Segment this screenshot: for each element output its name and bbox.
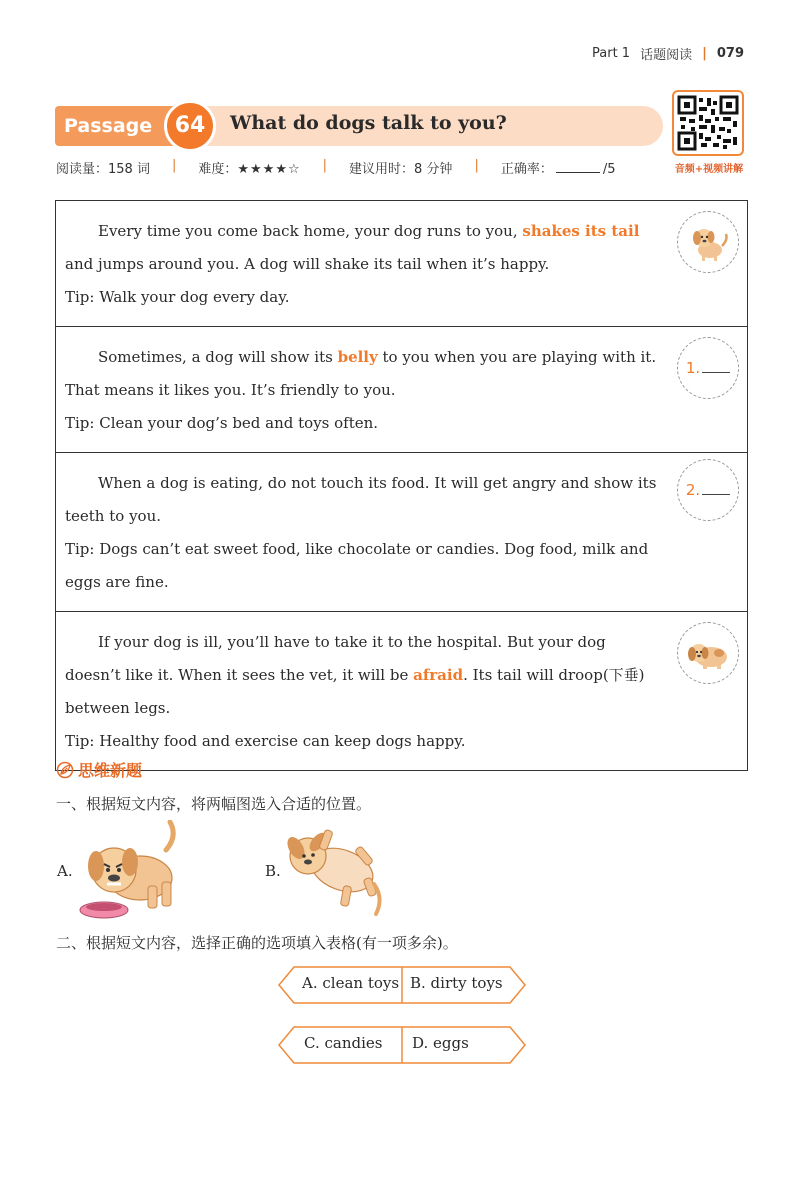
question-2: 二、根据短文内容，选择正确的选项填入表格(有一项多余)。	[56, 934, 458, 952]
difficulty-stars: ★★★★☆	[237, 162, 301, 177]
option-a-clean-toys[interactable]: A. clean toys	[302, 974, 400, 992]
meta-separator: |	[171, 158, 177, 173]
difficulty-label: 难度：	[198, 162, 238, 177]
highlight-phrase: shakes its tail	[522, 222, 640, 240]
option-row-1	[278, 966, 526, 1004]
leaf-icon	[56, 761, 74, 779]
passage-tag: Passage	[55, 106, 173, 146]
meta-separator: |	[322, 158, 328, 173]
picture-label-a: A.	[57, 862, 73, 880]
reading-meta	[56, 158, 638, 177]
section-label: 话题阅读	[640, 48, 693, 63]
scared-dog-icon	[685, 635, 731, 671]
qr-code-icon	[677, 95, 739, 151]
option-d-eggs[interactable]: D. eggs	[412, 1034, 469, 1052]
exercise-heading-text: 思维新题	[78, 761, 143, 780]
page-header	[592, 44, 744, 63]
passage-title: What do dogs talk to you?	[230, 112, 507, 134]
dog-showing-belly-picture[interactable]	[282, 826, 390, 918]
difficulty	[198, 158, 300, 177]
picture-label-b: B.	[265, 862, 281, 880]
exercise-heading	[56, 758, 142, 781]
accuracy-blank[interactable]	[556, 172, 600, 173]
answer-blank-2	[686, 474, 730, 507]
highlight-word: afraid	[413, 666, 464, 684]
tip: Tip: Healthy food and exercise can keep dogs happy.	[65, 732, 466, 750]
paragraph	[65, 341, 657, 407]
question-number: 2.	[685, 480, 701, 499]
text-run: and jumps around you. A dog will shake its tail when it’s happy.	[65, 255, 550, 273]
answer-circle-2[interactable]	[677, 459, 739, 521]
passage-section-4	[56, 612, 747, 770]
header-separator: |	[702, 46, 707, 61]
reading-count: 阅读量：158 词	[56, 162, 150, 177]
part-label: Part 1	[592, 46, 631, 61]
passage-section-2	[56, 327, 747, 453]
meta-separator: |	[474, 158, 479, 173]
passage-section-3	[56, 453, 747, 612]
text-run: Every time you come back home, your dog runs to you,	[98, 222, 523, 240]
tip: Tip: Walk your dog every day.	[65, 288, 290, 306]
happy-dog-picture	[677, 211, 739, 273]
highlight-word: belly	[337, 348, 378, 366]
answer-blank-1	[686, 352, 730, 385]
answer-line	[702, 372, 730, 373]
passage-number: 64	[164, 100, 216, 152]
suggested-time: 建议用时：8 分钟	[349, 162, 453, 177]
text-run: . Its tail will droop(下垂) between legs.	[65, 666, 645, 717]
angry-dog-eating-picture[interactable]	[78, 820, 182, 920]
scared-dog-picture	[677, 622, 739, 684]
option-row-2	[278, 1026, 526, 1064]
qr-code[interactable]	[672, 90, 744, 156]
tip: Tip: Clean your dog’s bed and toys often.	[65, 414, 379, 432]
question-1: 一、根据短文内容，将两幅图选入合适的位置。	[56, 795, 372, 813]
passage-section-1	[56, 201, 747, 327]
tip: Tip: Dogs can’t eat sweet food, like chocolate or candies. Dog food, milk and eggs are fine.	[65, 540, 649, 591]
page-number: 079	[716, 46, 744, 61]
happy-dog-icon	[686, 222, 730, 262]
question-number: 1.	[685, 358, 701, 377]
passage-box	[55, 200, 748, 771]
accuracy-label: 正确率：	[500, 162, 553, 177]
answer-line	[702, 494, 730, 495]
paragraph	[65, 626, 657, 725]
option-b-dirty-toys[interactable]: B. dirty toys	[410, 974, 503, 992]
accuracy	[501, 158, 616, 177]
option-c-candies[interactable]: C. candies	[304, 1034, 383, 1052]
text-run: If your dog is ill, you’ll have to take it to the hospital. But your dog doesn’t like it. When it sees the vet, it will be	[65, 633, 606, 684]
qr-caption: 音频+视频讲解	[674, 164, 744, 175]
paragraph	[65, 215, 657, 281]
accuracy-total: /5	[602, 162, 616, 177]
paragraph: When a dog is eating, do not touch its food. It will get angry and show its teeth to you.	[65, 474, 657, 525]
answer-circle-1[interactable]	[677, 337, 739, 399]
text-run: Sometimes, a dog will show its	[98, 348, 338, 366]
text-run: to you when you are playing with it. That means it likes you. It’s friendly to you.	[65, 348, 657, 399]
